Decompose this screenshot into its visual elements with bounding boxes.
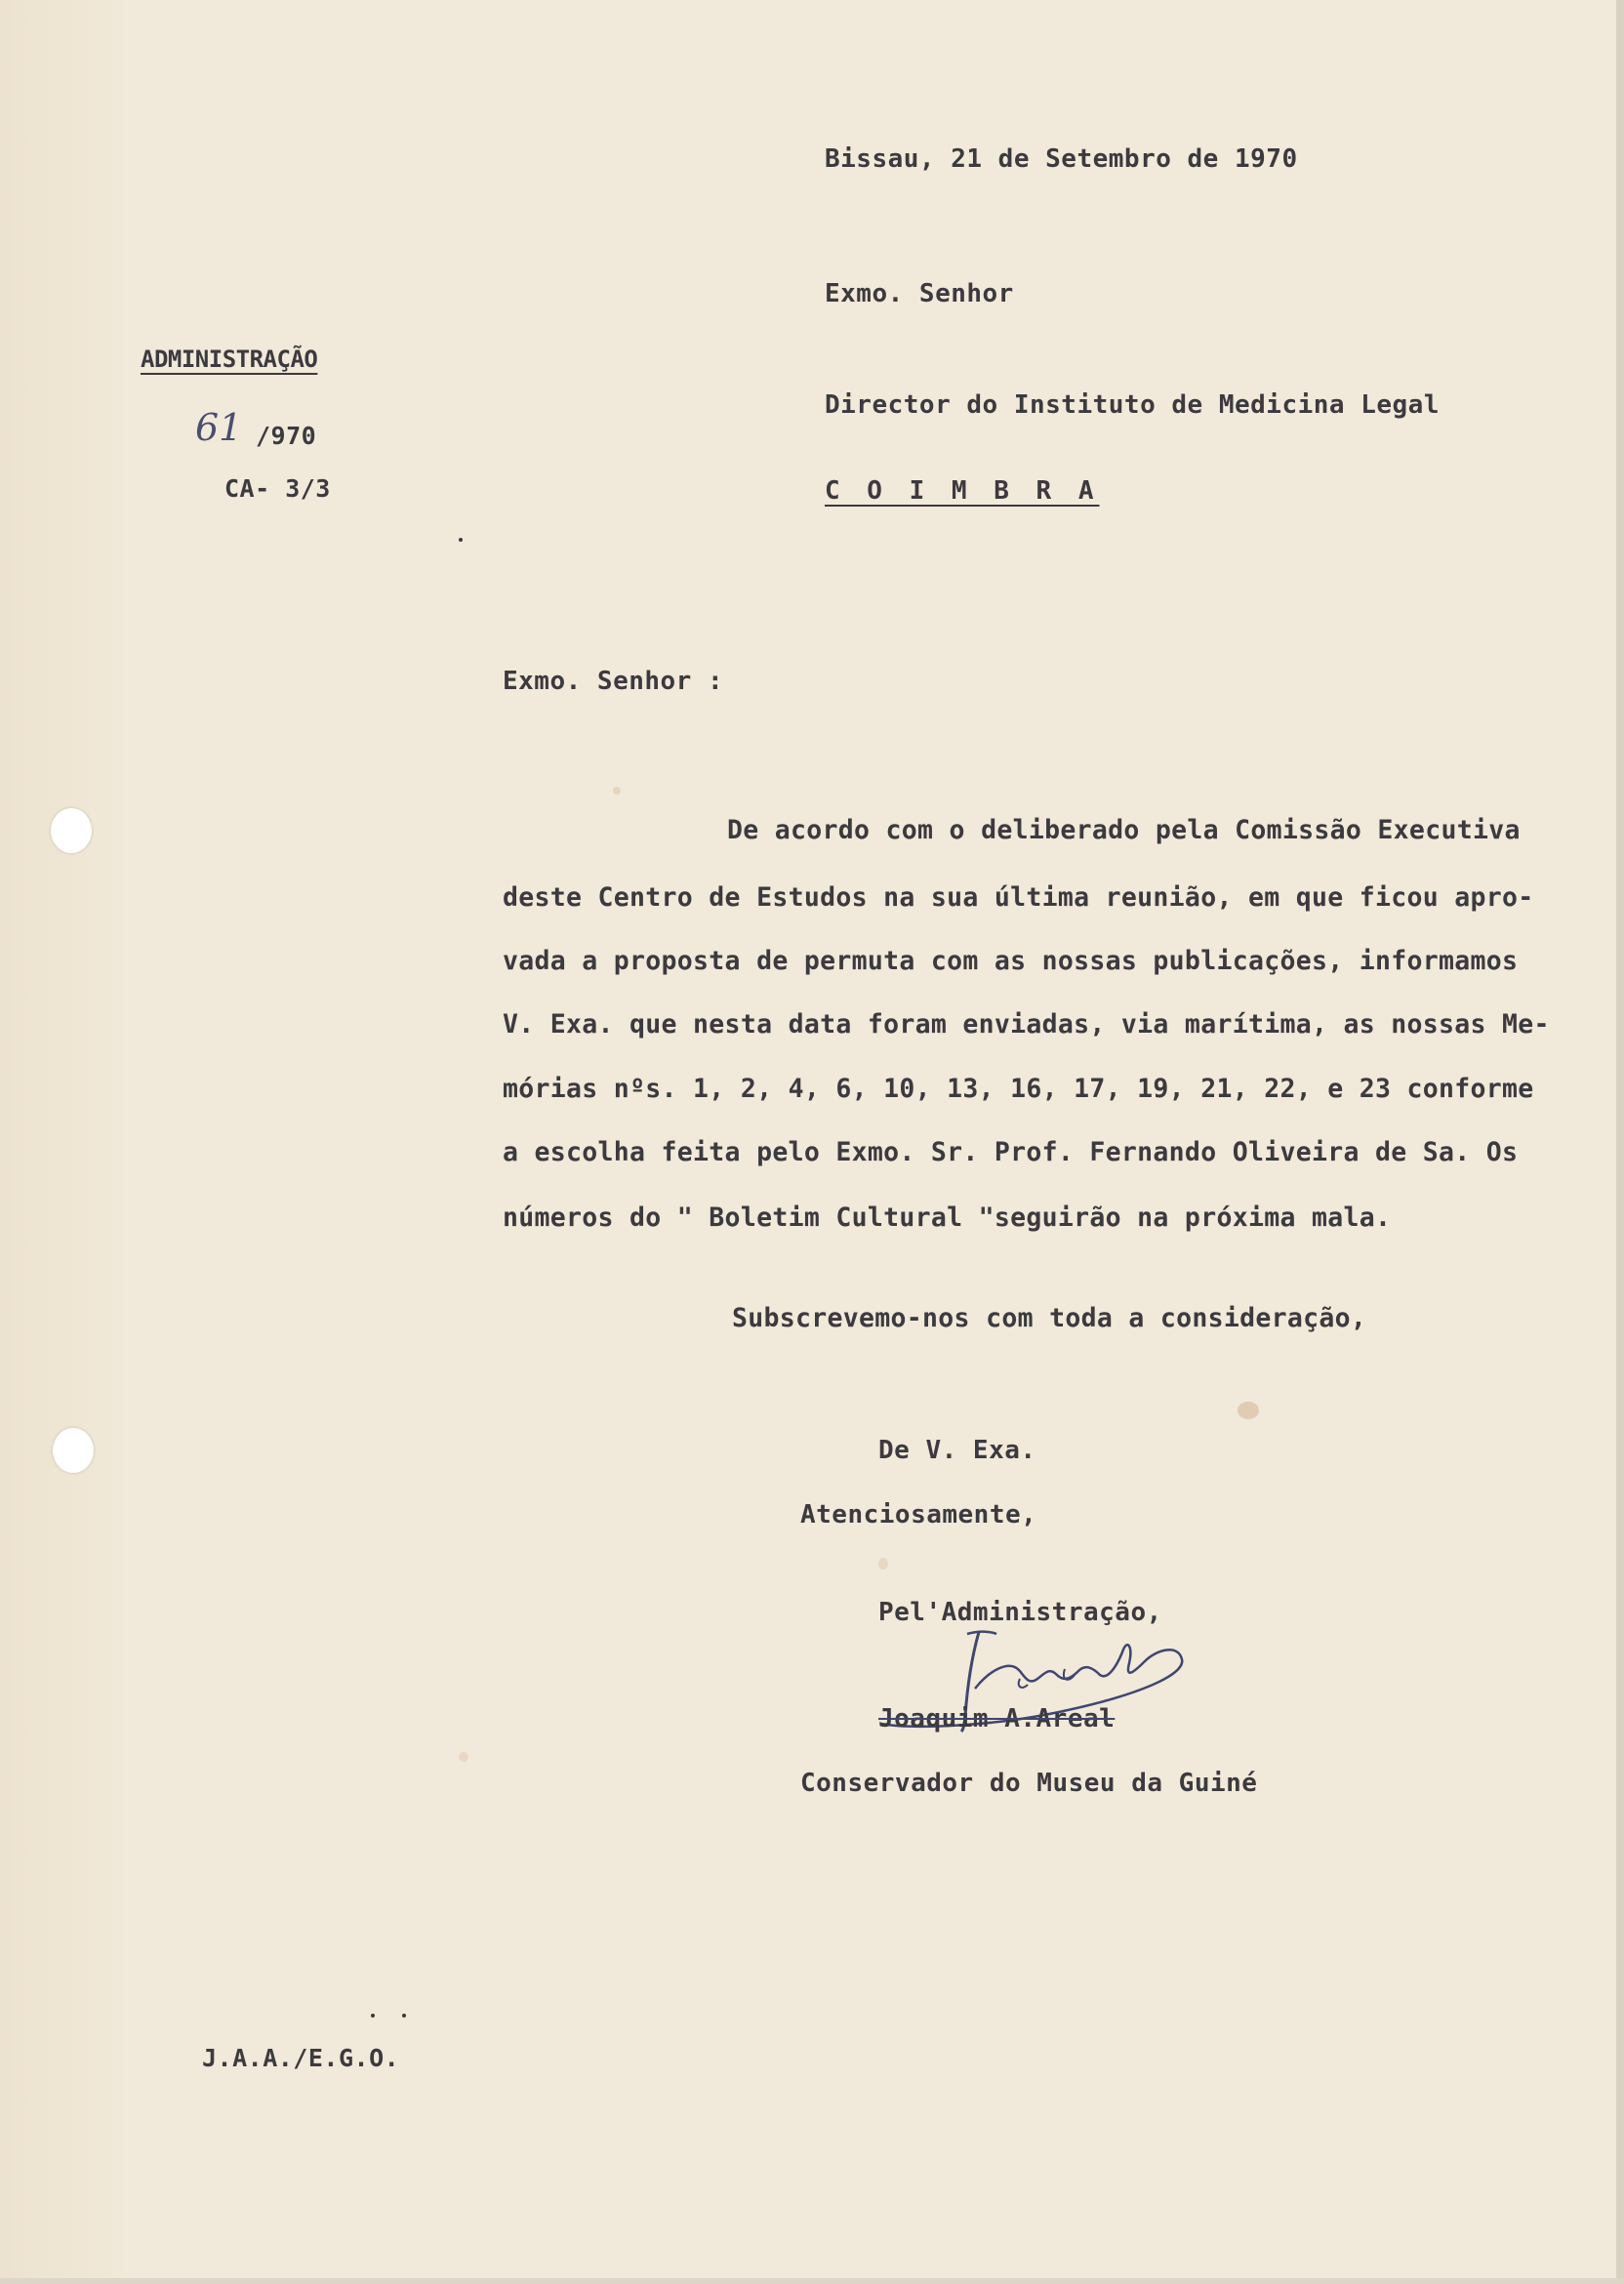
closing-pel-administracao: Pel'Administração,: [878, 1598, 1162, 1627]
signer-title: Conservador do Museu da Guiné: [800, 1769, 1258, 1798]
addressee-title: Director do Instituto de Medicina Legal: [825, 390, 1440, 420]
handwritten-number: 61: [195, 406, 243, 449]
punch-hole: [51, 808, 92, 853]
closing-line: Subscrevemo-nos com toda a consideração,: [732, 1303, 1367, 1333]
paper-edge: [1616, 0, 1624, 2284]
ink-speck: [371, 2014, 375, 2018]
signer-name: Joaquim A.Areal: [878, 1704, 1116, 1733]
paper-fold-shadow: [0, 0, 127, 2284]
paper-stain: [878, 1558, 888, 1570]
place-date: Bissau, 21 de Setembro de 1970: [825, 144, 1298, 174]
typist-reference: J.A.A./E.G.O.: [202, 2044, 400, 2072]
closing-de-v-exa: De V. Exa.: [878, 1436, 1036, 1465]
ink-speck: [459, 538, 463, 542]
paper-stain: [1238, 1402, 1259, 1419]
margin-file-code: CA- 3/3: [224, 474, 331, 503]
margin-number-year: /970: [256, 422, 317, 450]
paper-stain: [613, 787, 621, 795]
body-line: mórias nºs. 1, 2, 4, 6, 10, 13, 16, 17, 19, 21, 22, e 23 conforme: [503, 1074, 1534, 1104]
addressee-salutation: Exmo. Senhor: [825, 279, 1014, 308]
greeting: Exmo. Senhor :: [503, 667, 724, 696]
body-line: números do " Boletim Cultural "seguirão na próxima mala.: [503, 1203, 1392, 1233]
ink-speck: [402, 2014, 406, 2018]
paper-stain: [459, 1752, 468, 1762]
body-line: deste Centro de Estudos na sua última reunião, em que ficou apro-: [503, 882, 1534, 913]
paper-edge-bottom: [0, 2278, 1624, 2284]
addressee-city: C O I M B R A: [825, 476, 1100, 506]
body-line: a escolha feita pelo Exmo. Sr. Prof. Fernando Oliveira de Sa. Os: [503, 1137, 1519, 1167]
body-line: vada a proposta de permuta com as nossas publicações, informamos: [503, 946, 1519, 976]
punch-hole: [53, 1428, 94, 1473]
body-line: De acordo com o deliberado pela Comissão Executiva: [727, 815, 1521, 845]
closing-atenciosamente: Atenciosamente,: [800, 1500, 1037, 1529]
body-line: V. Exa. que nesta data foram enviadas, via marítima, as nossas Me-: [503, 1009, 1550, 1040]
margin-department: ADMINISTRAÇÃO: [141, 346, 318, 373]
